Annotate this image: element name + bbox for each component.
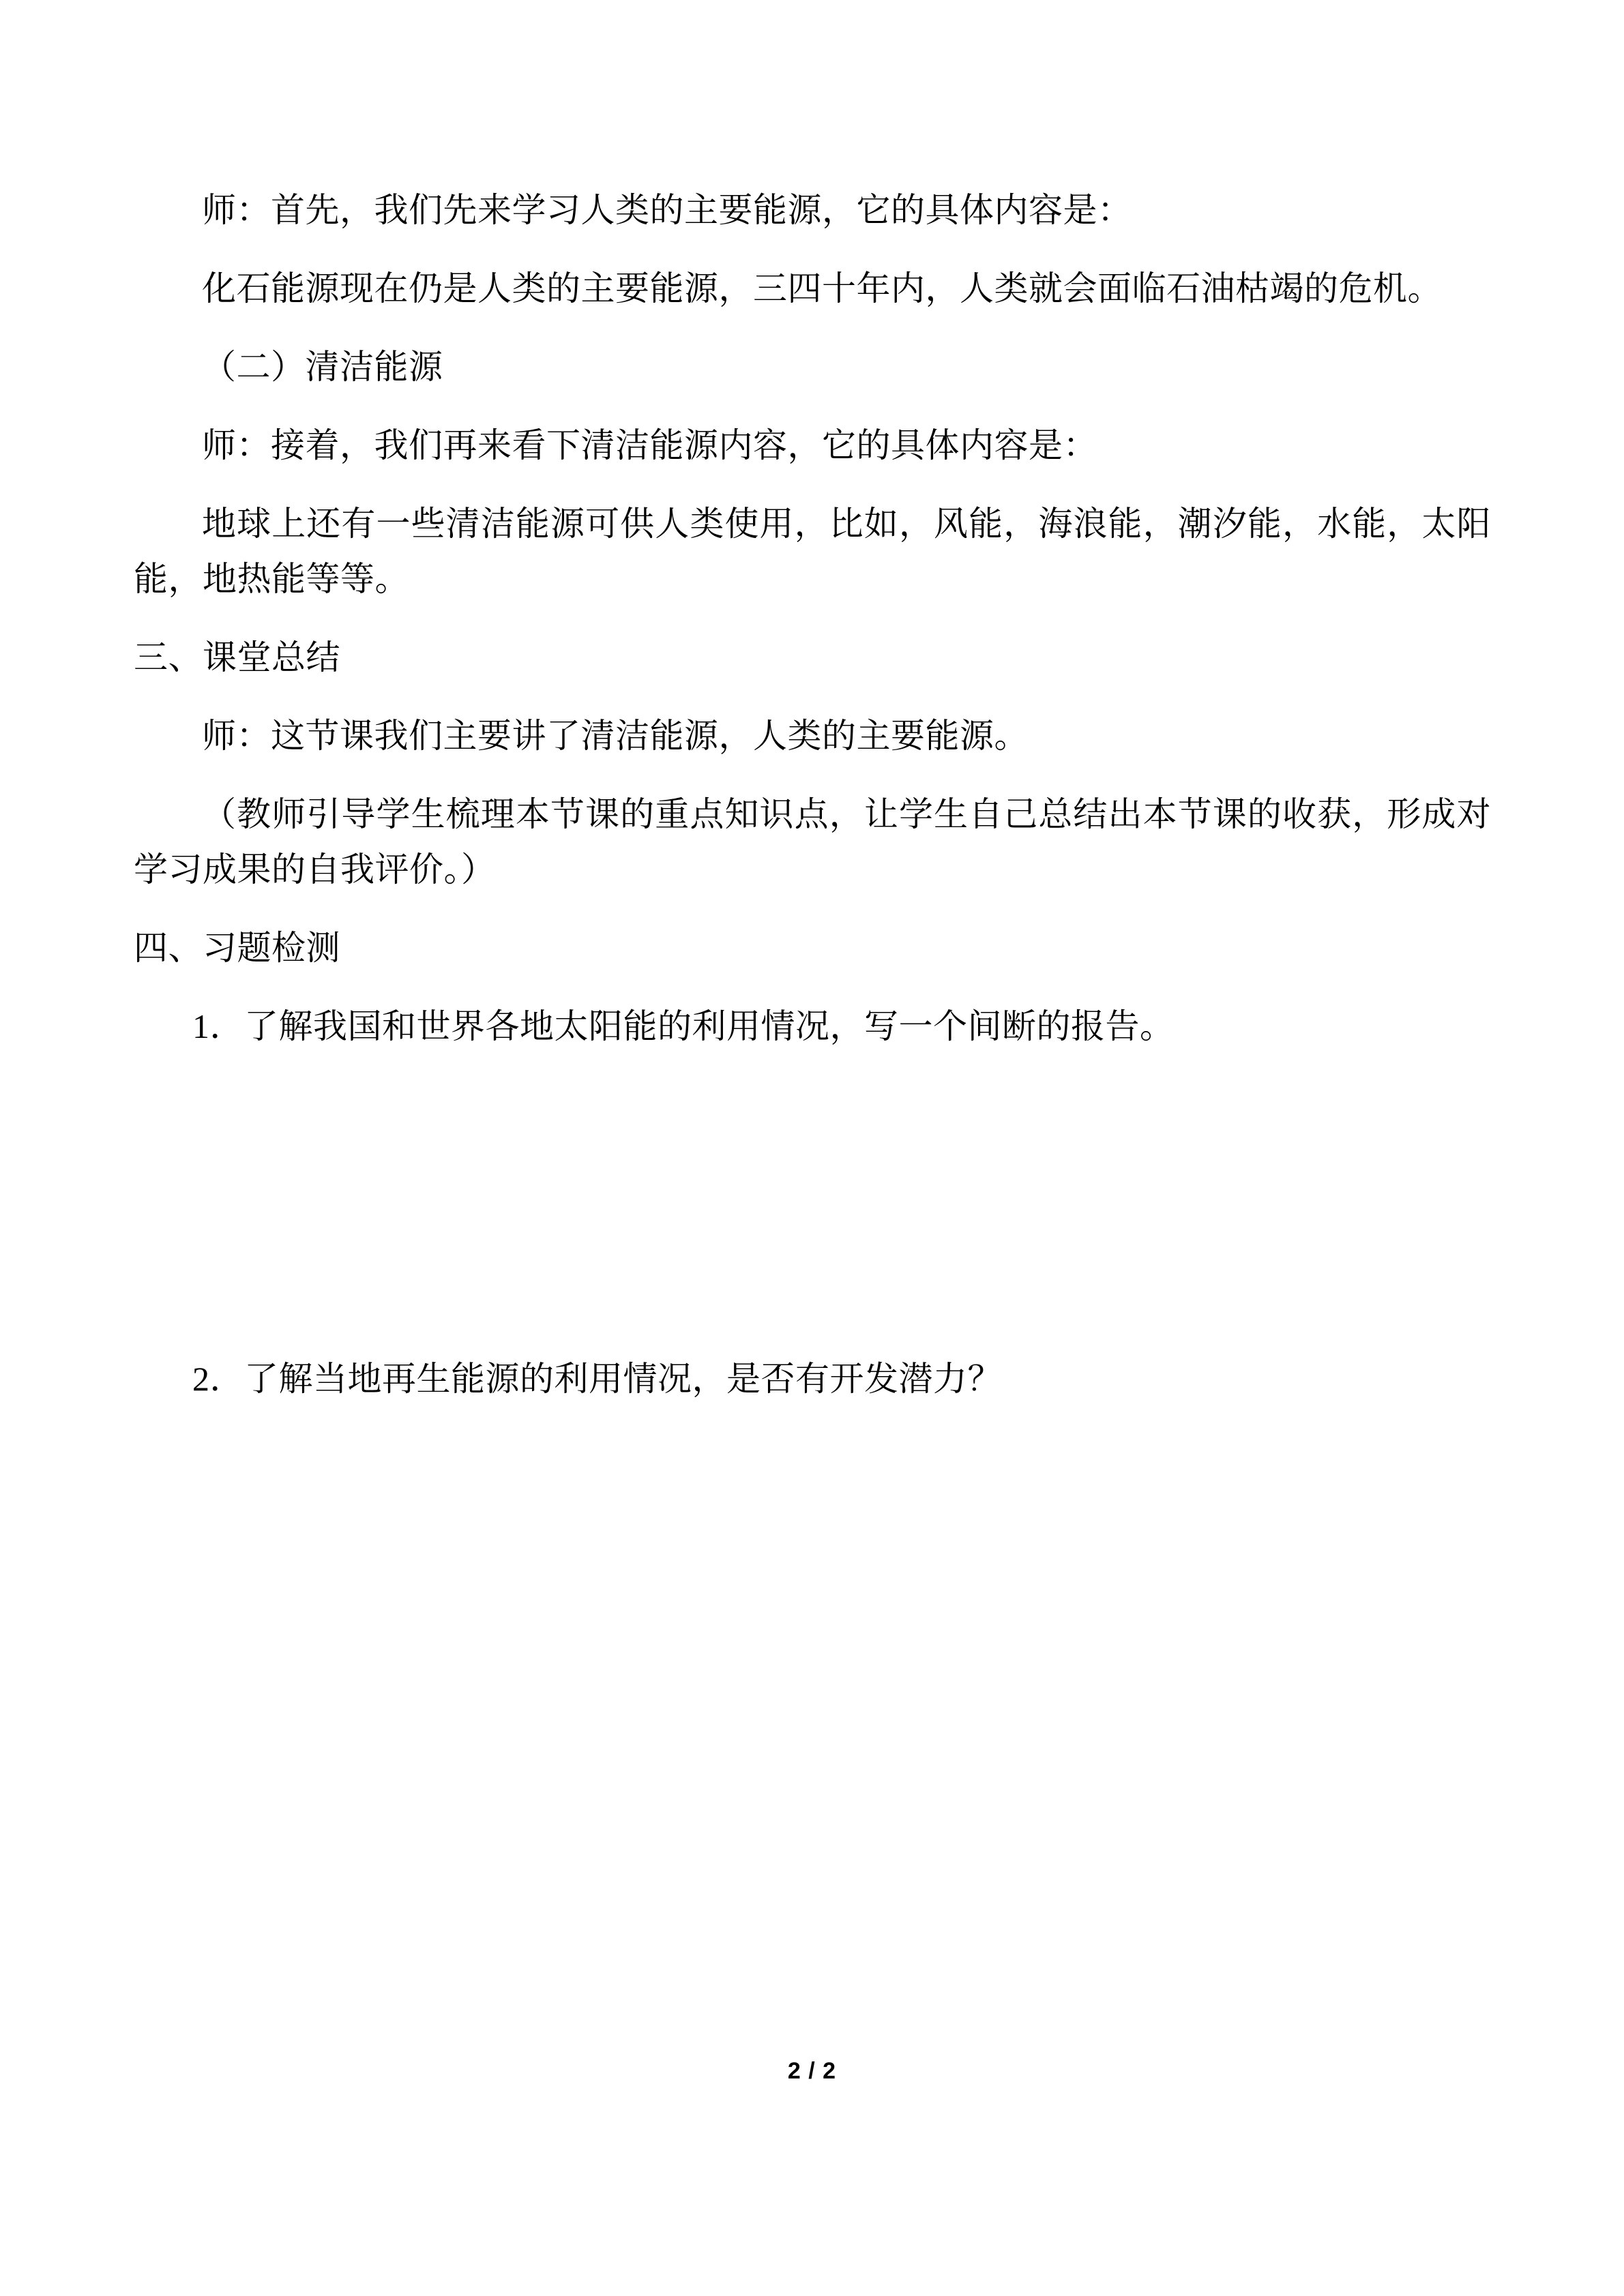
fossil-energy-content: 化石能源现在仍是人类的主要能源，三四十年内，人类就会面临石油枯竭的危机。 [202, 269, 1442, 308]
summary-note: （教师引导学生梳理本节课的重点知识点，让学生自己总结出本节课的收获，形成对学习成果的自我评价。） [134, 795, 1491, 889]
teacher-line-1: 师：首先，我们先来学习人类的主要能源，它的具体内容是： [202, 191, 1132, 229]
question-1: 1．了解我国和世界各地太阳能的利用情况，写一个间断的报告。 [192, 1007, 1175, 1045]
clean-energy-content: 地球上还有一些清洁能源可供人类使用，比如，风能，海浪能，潮汐能，水能，太阳能，地热能等等。 [134, 505, 1491, 598]
question-2: 2．了解当地再生能源的利用情况，是否有开发潜力？ [192, 1360, 1002, 1398]
heading-exercise-check: 四、习题检测 [134, 929, 340, 967]
heading-class-summary: 三、课堂总结 [134, 638, 340, 676]
page-number-footer: 2 / 2 [787, 2058, 837, 2084]
document-body [134, 183, 1491, 1430]
teacher-line-3: 师：这节课我们主要讲了清洁能源，人类的主要能源。 [202, 717, 1029, 755]
section-two-clean-energy: （二）清洁能源 [202, 348, 443, 386]
teacher-line-2: 师：接着，我们再来看下清洁能源内容，它的具体内容是： [202, 426, 1097, 464]
